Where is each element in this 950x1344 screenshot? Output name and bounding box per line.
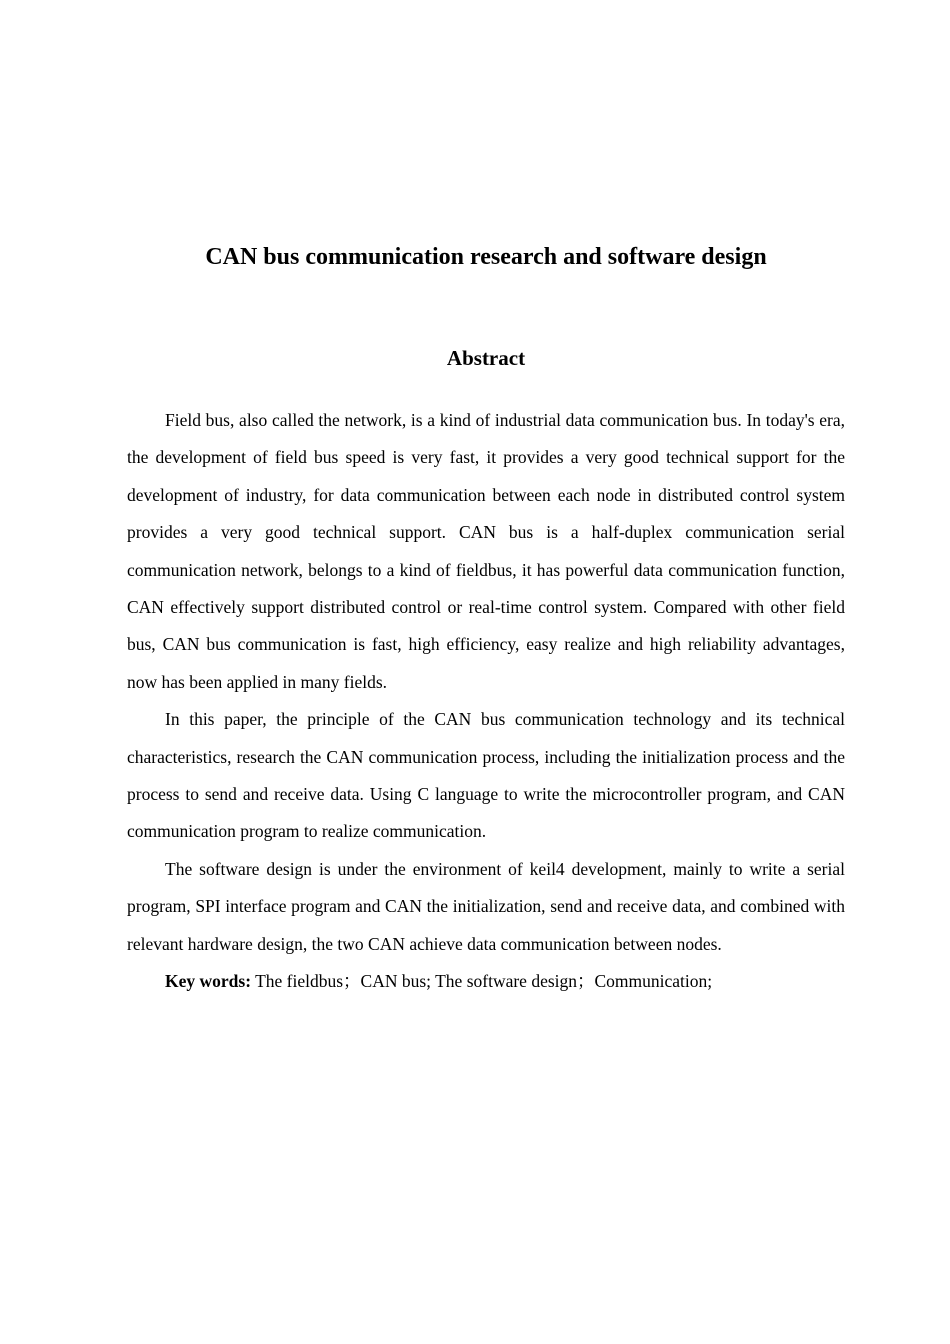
- abstract-body: [127, 402, 845, 1001]
- abstract-paragraph-2: In this paper, the principle of the CAN bus communication technology and its technical characteristics, research the CAN communication process, including the initialization process and the process to send and receive data. Using C language to write the microcontroller program, and CAN communication program to realize communication.: [127, 709, 845, 842]
- keywords-label: Key words:: [165, 971, 252, 992]
- keywords-line: [127, 963, 845, 1000]
- document-title: CAN bus communication research and software design: [205, 244, 767, 270]
- keywords-text: The fieldbus；CAN bus; The software design；Communication;: [251, 971, 713, 992]
- abstract-paragraph-1: Field bus, also called the network, is a kind of industrial data communication bus. In today's era, the development of field bus speed is very fast, it provides a very good technical support for the development of industry, for data communication between each node in distributed control system provides a very good technical support. CAN bus is a half-duplex communication serial communication network, belongs to a kind of fieldbus, it has powerful data communication function, CAN effectively support distributed control or real-time control system. Compared with other field bus, CAN bus communication is fast, high efficiency, easy realize and high reliability advantages, now has been applied in many fields.: [127, 410, 845, 692]
- abstract-heading: Abstract: [446, 346, 526, 370]
- abstract-paragraph-3: The software design is under the environment of keil4 development, mainly to write a serial program, SPI interface program and CAN the initialization, send and receive data, and combined with relevant hardware design, the two CAN achieve data communication between nodes.: [127, 858, 845, 954]
